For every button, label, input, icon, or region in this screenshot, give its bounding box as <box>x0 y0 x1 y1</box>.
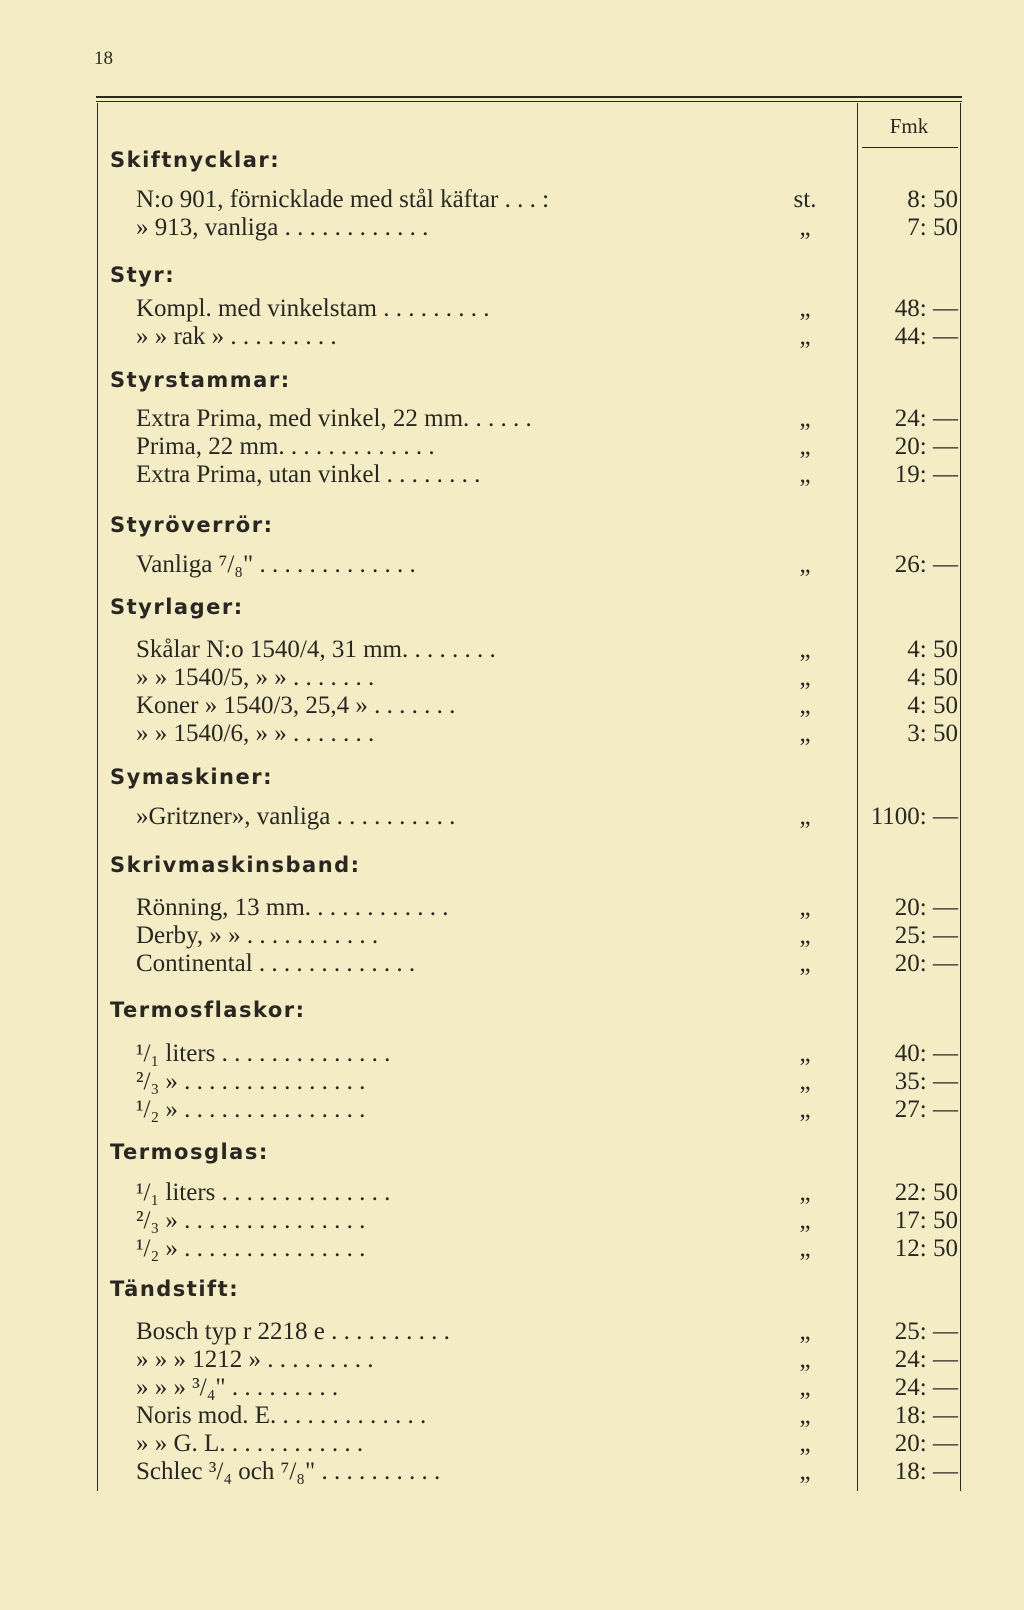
list-item <box>136 186 958 214</box>
item-unit: „ <box>799 1402 811 1429</box>
item-description: » 913, vanliga . . . . . . . . . . . . <box>136 214 429 241</box>
item-price: 7: 50 <box>907 214 958 241</box>
list-item <box>136 1402 958 1430</box>
item-price: 48: — <box>894 295 958 322</box>
item-price: 40: — <box>894 1040 958 1067</box>
item-unit: „ <box>799 1374 811 1401</box>
section-heading: Symaskiner: <box>110 765 273 789</box>
item-unit: „ <box>799 1430 811 1457</box>
section-heading: Skrivmaskinsband: <box>110 853 361 877</box>
list-item <box>136 664 958 692</box>
item-unit: „ <box>799 894 811 921</box>
item-unit: „ <box>799 692 811 719</box>
item-description: Vanliga ⁷/₈" . . . . . . . . . . . . . <box>136 551 416 578</box>
item-unit: „ <box>799 405 811 432</box>
item-description: ²/₃ » . . . . . . . . . . . . . . . <box>136 1207 366 1234</box>
item-price: 20: — <box>894 1430 958 1457</box>
item-unit: „ <box>799 1235 811 1262</box>
list-item <box>136 894 958 922</box>
item-unit: „ <box>799 323 811 350</box>
item-unit: „ <box>799 1318 811 1345</box>
list-item <box>136 323 958 351</box>
list-item <box>136 1040 958 1068</box>
price-column-header: Fmk <box>889 114 929 138</box>
section-heading: Tändstift: <box>110 1277 240 1301</box>
item-description: Derby, » » . . . . . . . . . . . <box>136 922 379 949</box>
item-description: Schlec ³/₄ och ⁷/₈" . . . . . . . . . . <box>136 1458 441 1485</box>
item-unit: „ <box>799 664 811 691</box>
list-item <box>136 950 958 978</box>
list-item <box>136 1430 958 1458</box>
item-price: 4: 50 <box>907 692 958 719</box>
list-item <box>136 214 958 242</box>
item-description: ¹/₁ liters . . . . . . . . . . . . . . <box>136 1179 391 1206</box>
item-description: ¹/₁ liters . . . . . . . . . . . . . . <box>136 1040 391 1067</box>
list-item <box>136 1179 958 1207</box>
item-unit: „ <box>799 551 811 578</box>
section-heading: Styröverrör: <box>110 513 274 537</box>
item-description: Extra Prima, utan vinkel . . . . . . . . <box>136 461 481 488</box>
item-description: » » rak » . . . . . . . . . <box>136 323 337 350</box>
list-item <box>136 295 958 323</box>
item-unit: „ <box>799 803 811 830</box>
list-item <box>136 461 958 489</box>
item-description: »Gritzner», vanliga . . . . . . . . . . <box>136 803 456 830</box>
list-item <box>136 1458 958 1486</box>
list-item <box>136 1207 958 1235</box>
item-description: Rönning, 13 mm. . . . . . . . . . . . <box>136 894 449 921</box>
item-price: 25: — <box>894 922 958 949</box>
section-heading: Styrstammar: <box>110 368 291 392</box>
item-price: 19: — <box>894 461 958 488</box>
item-description: ¹/₂ » . . . . . . . . . . . . . . . <box>136 1235 366 1262</box>
item-description: Continental . . . . . . . . . . . . . <box>136 950 416 977</box>
top-rule-thin <box>96 101 962 102</box>
item-description: Noris mod. E. . . . . . . . . . . . . <box>136 1402 427 1429</box>
item-description: ²/₃ » . . . . . . . . . . . . . . . <box>136 1068 366 1095</box>
item-unit: „ <box>799 1040 811 1067</box>
item-price: 44: — <box>894 323 958 350</box>
item-price: 24: — <box>894 1346 958 1373</box>
item-unit: „ <box>799 461 811 488</box>
item-unit: „ <box>799 1096 811 1123</box>
item-unit: „ <box>799 1207 811 1234</box>
item-price: 4: 50 <box>907 664 958 691</box>
item-price: 24: — <box>894 1374 958 1401</box>
item-price: 22: 50 <box>894 1179 958 1206</box>
item-unit: „ <box>799 1458 811 1485</box>
item-price: 4: 50 <box>907 636 958 663</box>
list-item <box>136 636 958 664</box>
item-description: » » 1540/6, » » . . . . . . . <box>136 720 375 747</box>
item-unit: „ <box>799 1179 811 1206</box>
item-price: 20: — <box>894 433 958 460</box>
list-item <box>136 433 958 461</box>
list-item <box>136 720 958 748</box>
list-item <box>136 692 958 720</box>
section-heading: Styrlager: <box>110 595 244 619</box>
item-unit: „ <box>799 636 811 663</box>
item-unit: „ <box>799 214 811 241</box>
item-price: 18: — <box>894 1458 958 1485</box>
section-heading: Skiftnycklar: <box>110 148 281 172</box>
list-item <box>136 551 958 579</box>
item-price: 1100: — <box>870 803 958 830</box>
item-price: 3: 50 <box>907 720 958 747</box>
table-right-border <box>960 103 961 1491</box>
item-price: 25: — <box>894 1318 958 1345</box>
item-price: 20: — <box>894 894 958 921</box>
item-unit: „ <box>799 922 811 949</box>
item-description: Prima, 22 mm. . . . . . . . . . . . . <box>136 433 435 460</box>
item-price: 12: 50 <box>894 1235 958 1262</box>
section-heading: Termosflaskor: <box>110 998 306 1022</box>
item-description: Bosch typ r 2218 e . . . . . . . . . . <box>136 1318 450 1345</box>
price-header-rule <box>862 147 958 148</box>
item-unit: „ <box>799 950 811 977</box>
table-left-border <box>97 103 98 1491</box>
item-price: 27: — <box>894 1096 958 1123</box>
list-item <box>136 1096 958 1124</box>
item-description: Extra Prima, med vinkel, 22 mm. . . . . . <box>136 405 532 432</box>
list-item <box>136 405 958 433</box>
item-price: 18: — <box>894 1402 958 1429</box>
item-unit: „ <box>799 1068 811 1095</box>
item-description: Kompl. med vinkelstam . . . . . . . . . <box>136 295 490 322</box>
item-price: 26: — <box>894 551 958 578</box>
section-heading: Termosglas: <box>110 1140 269 1164</box>
list-item <box>136 922 958 950</box>
item-price: 20: — <box>894 950 958 977</box>
list-item <box>136 1068 958 1096</box>
item-unit: „ <box>799 295 811 322</box>
item-unit: st. <box>793 186 817 213</box>
item-description: N:o 901, förnicklade med stål käftar . . . : <box>136 186 550 213</box>
item-price: 8: 50 <box>907 186 958 213</box>
list-item <box>136 1374 958 1402</box>
list-item <box>136 1318 958 1346</box>
item-unit: „ <box>799 1346 811 1373</box>
list-item <box>136 803 958 831</box>
item-unit: „ <box>799 433 811 460</box>
list-item <box>136 1346 958 1374</box>
top-rule <box>96 96 962 98</box>
page-number: 18 <box>94 48 113 69</box>
item-unit: „ <box>799 720 811 747</box>
item-description: Skålar N:o 1540/4, 31 mm. . . . . . . . <box>136 636 496 663</box>
item-description: Koner » 1540/3, 25,4 » . . . . . . . <box>136 692 456 719</box>
item-price: 24: — <box>894 405 958 432</box>
item-price: 35: — <box>894 1068 958 1095</box>
item-price: 17: 50 <box>894 1207 958 1234</box>
item-description: ¹/₂ » . . . . . . . . . . . . . . . <box>136 1096 366 1123</box>
item-description: » » 1540/5, » » . . . . . . . <box>136 664 375 691</box>
section-heading: Styr: <box>110 263 176 287</box>
item-description: » » » 1212 » . . . . . . . . . <box>136 1346 374 1373</box>
item-description: » » » ³/₄" . . . . . . . . . <box>136 1374 339 1401</box>
item-description: » » G. L. . . . . . . . . . . . <box>136 1430 364 1457</box>
list-item <box>136 1235 958 1263</box>
